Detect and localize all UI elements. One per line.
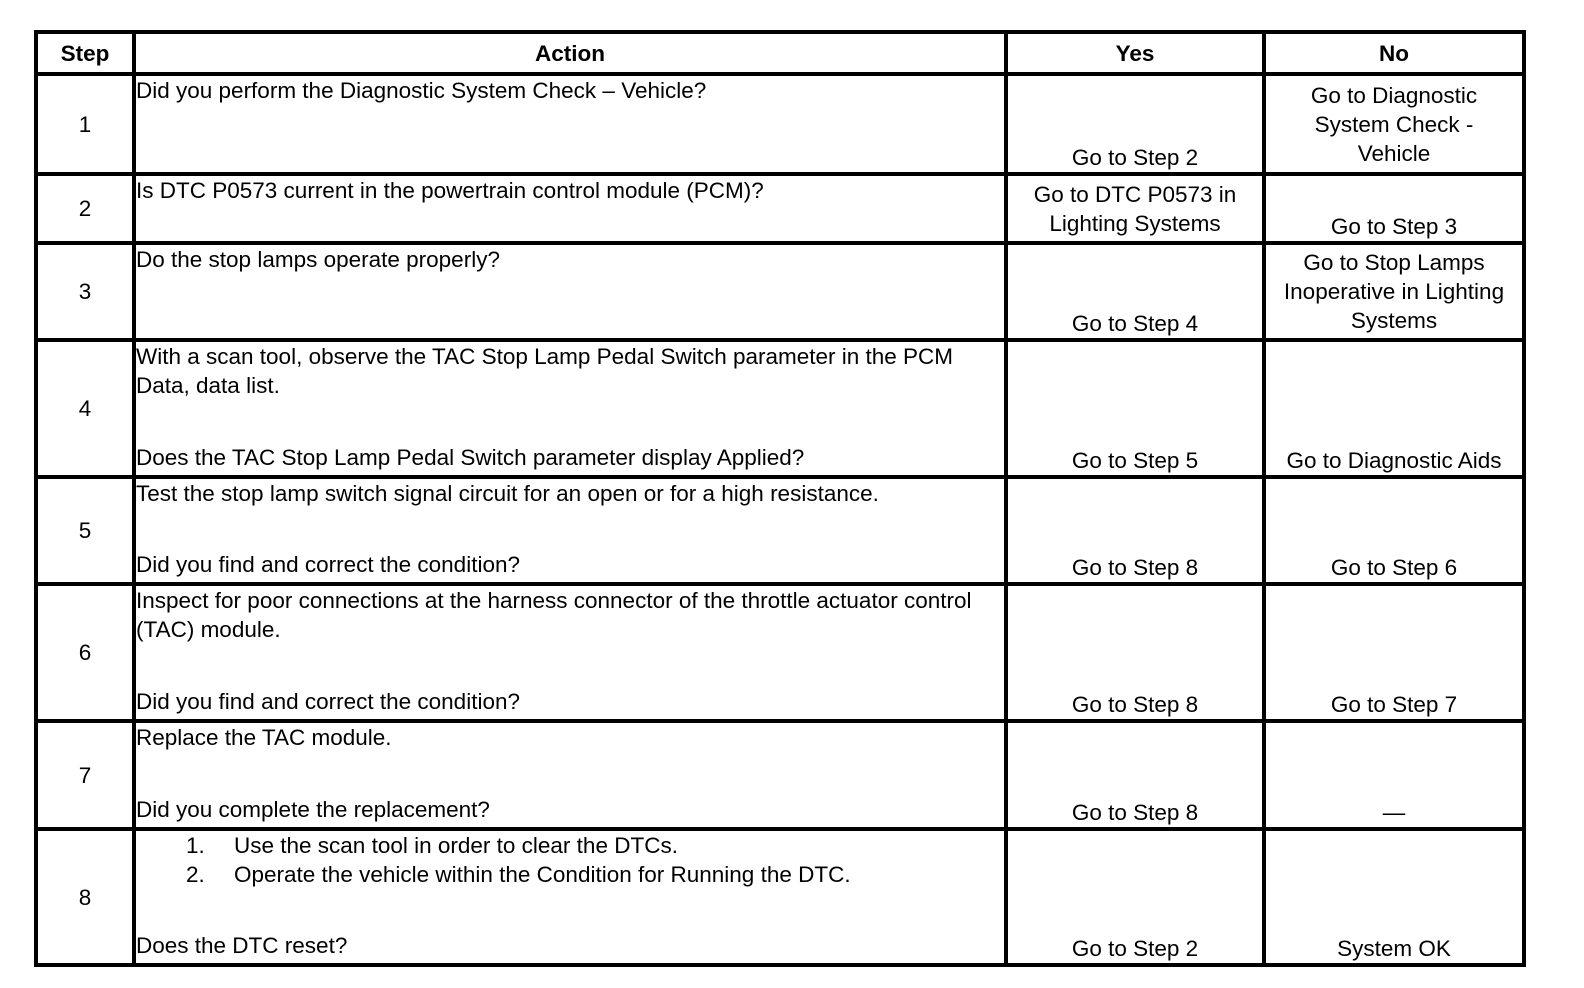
header-yes: Yes [1006,32,1264,74]
table-row [36,74,1524,174]
action-text: With a scan tool, observe the TAC Stop Lamp Pedal Switch parameter in the PCM Data, data list. [136,344,954,398]
header-no: No [1264,32,1524,74]
action-question: Does the DTC reset? [136,933,348,958]
step-number: 7 [36,721,134,829]
substep-list [136,831,1004,889]
yes-cell: Go to Step 8 [1006,584,1264,721]
action-cell [134,243,1006,340]
table-row [36,829,1524,965]
action-text: Replace the TAC module. [136,725,392,750]
step-number: 6 [36,584,134,721]
table-row [36,721,1524,829]
action-question: Does the TAC Stop Lamp Pedal Switch parameter display Applied? [136,445,805,470]
no-cell: — [1264,721,1524,829]
action-cell [134,340,1006,477]
list-item [186,831,1004,860]
table-row [36,340,1524,477]
action-cell [134,721,1006,829]
yes-cell: Go to Step 5 [1006,340,1264,477]
no-cell: Go to Step 3 [1264,174,1524,243]
diagnostic-table [34,30,1526,967]
yes-cell: Go to Step 4 [1006,243,1264,340]
action-cell [134,584,1006,721]
substep-number: 2. [186,862,205,887]
substep-text: Operate the vehicle within the Condition for Running the DTC. [234,862,851,887]
no-cell: Go to Diagnostic Aids [1264,340,1524,477]
yes-cell: Go to DTC P0573 in Lighting Systems [1006,174,1264,243]
no-cell: Go to Step 7 [1264,584,1524,721]
table-row [36,174,1524,243]
table-row [36,243,1524,340]
action-text: Inspect for poor connections at the harness connector of the throttle actuator control (TAC) module. [136,588,972,642]
no-cell: Go to Stop Lamps Inoperative in Lighting Systems [1264,243,1524,340]
step-number: 2 [36,174,134,243]
no-cell: Go to Step 6 [1264,477,1524,584]
yes-cell: Go to Step 2 [1006,74,1264,174]
step-number: 3 [36,243,134,340]
step-number: 5 [36,477,134,584]
action-question: Did you find and correct the condition? [136,552,520,577]
list-item [186,860,1004,889]
header-row [36,32,1524,74]
yes-cell: Go to Step 8 [1006,721,1264,829]
substep-text: Use the scan tool in order to clear the DTCs. [234,833,678,858]
action-cell [134,829,1006,965]
header-action: Action [134,32,1006,74]
header-step: Step [36,32,134,74]
action-cell [134,174,1006,243]
no-cell: Go to Diagnostic System Check - Vehicle [1264,74,1524,174]
action-question: Did you complete the replacement? [136,797,490,822]
yes-cell: Go to Step 8 [1006,477,1264,584]
step-number: 1 [36,74,134,174]
table-row [36,584,1524,721]
action-question: Did you find and correct the condition? [136,689,520,714]
action-text: Is DTC P0573 current in the powertrain control module (PCM)? [136,178,764,203]
step-number: 8 [36,829,134,965]
step-number: 4 [36,340,134,477]
action-text: Do the stop lamps operate properly? [136,247,500,272]
substep-number: 1. [186,833,205,858]
yes-cell: Go to Step 2 [1006,829,1264,965]
table-row [36,477,1524,584]
action-text: Test the stop lamp switch signal circuit for an open or for a high resistance. [136,481,879,506]
no-cell: System OK [1264,829,1524,965]
action-cell [134,74,1006,174]
action-cell [134,477,1006,584]
action-text: Did you perform the Diagnostic System Check – Vehicle? [136,78,707,103]
